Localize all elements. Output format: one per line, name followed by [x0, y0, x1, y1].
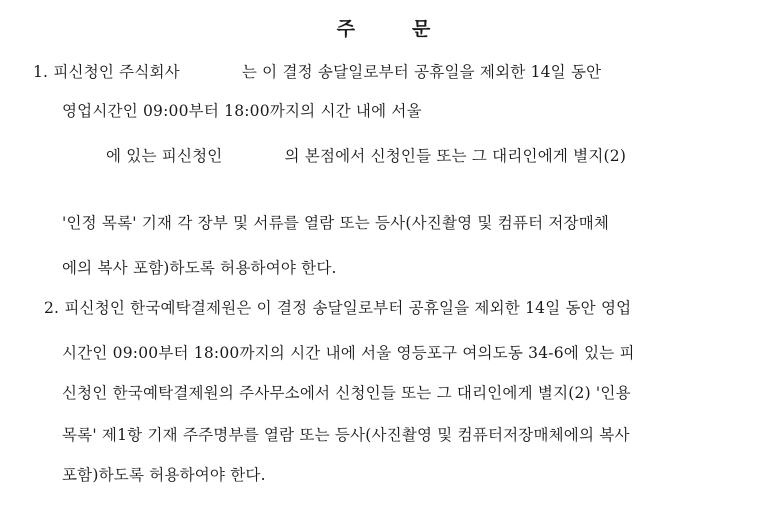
item2-line5	[62, 465, 266, 485]
item2-line2-text: 시간인 09:00부터 18:00까지의 시간 내에 서울 영등포구 여의도동 34-6에 있는 피	[62, 344, 635, 362]
item1-line4-text: '인정 목록' 기재 각 장부 및 서류를 열람 또는 등사(사진촬영 및 컴퓨터 저장매체	[62, 214, 610, 232]
redacted-text	[222, 150, 284, 164]
item1-number: 1.	[33, 63, 49, 81]
item2-line4	[62, 425, 630, 445]
item2-line4-text: 목록' 제1항 기재 주주명부를 열람 또는 등사(사진촬영 및 컴퓨터저장매체에의 복사	[62, 426, 630, 444]
item1-line1-text-a: 피신청인 주식회사	[53, 63, 180, 81]
page-title	[0, 14, 768, 41]
title-char-2: 문	[412, 18, 432, 40]
redacted-text	[62, 150, 106, 164]
item1-line5	[62, 258, 337, 278]
item1-line1	[33, 62, 601, 82]
item1-line3-text-a: 에 있는 피신청인	[106, 147, 223, 165]
title-char-1: 주	[336, 18, 356, 40]
item1-line4	[62, 213, 609, 233]
item1-line2-text: 영업시간인 09:00부터 18:00까지의 시간 내에 서울	[62, 102, 422, 120]
item1-line1-text-b: 는 이 결정 송달일로부터 공휴일을 제외한 14일 동안	[241, 63, 602, 81]
item2-line2	[62, 343, 635, 363]
item1-line3-text-b: 의 본점에서 신청인들 또는 그 대리인에게 별지(2)	[284, 147, 627, 165]
item2-number: 2.	[44, 299, 60, 317]
redacted-text	[180, 66, 242, 80]
item2-line3-text: 신청인 한국예탁결제원의 주사무소에서 신청인들 또는 그 대리인에게 별지(2) '인용	[62, 384, 631, 402]
item1-line2	[62, 101, 622, 121]
item1-line3	[62, 146, 626, 166]
item2-line1	[44, 298, 631, 318]
item1-line5-text: 에의 복사 포함)하도록 허용하여야 한다.	[62, 259, 337, 277]
item2-line3	[62, 383, 631, 403]
item2-line1-text: 피신청인 한국예탁결제원은 이 결정 송달일로부터 공휴일을 제외한 14일 동안 영업	[64, 299, 632, 317]
item2-line5-text: 포함)하도록 허용하여야 한다.	[62, 466, 266, 484]
redacted-text	[422, 105, 622, 119]
